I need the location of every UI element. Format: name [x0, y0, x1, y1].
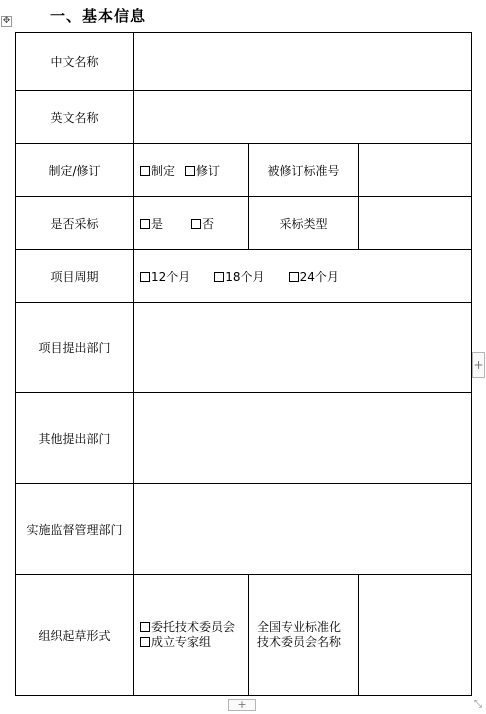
table-move-handle-icon[interactable]: ✥ [2, 16, 11, 26]
chinese-name-cell[interactable] [134, 33, 472, 91]
table-row-chinese-name [16, 33, 472, 91]
option-yes[interactable]: 是 [140, 215, 163, 232]
option-draft[interactable]: 制定 [140, 162, 175, 179]
add-row-icon[interactable]: + [228, 699, 256, 711]
section-title: 一、基本信息 [50, 7, 147, 25]
checkbox-icon[interactable] [289, 272, 299, 282]
table-row-period [16, 250, 472, 303]
supervisor-cell[interactable] [134, 484, 472, 575]
committee-name-cell[interactable] [359, 575, 472, 696]
adopt-type-cell[interactable] [359, 197, 472, 250]
table-row-supervisor [16, 484, 472, 575]
proposer-label: 项目提出部门 [16, 303, 134, 393]
table-row-other-proposer [16, 393, 472, 484]
checkbox-icon[interactable] [140, 219, 150, 229]
option-no[interactable]: 否 [191, 215, 214, 232]
english-name-label: 英文名称 [16, 91, 134, 144]
option-expert-group[interactable]: 成立专家组 [140, 635, 248, 650]
checkbox-icon[interactable] [140, 622, 150, 632]
table-row-drafting [16, 575, 472, 696]
drafting-options-cell[interactable] [134, 575, 249, 696]
other-proposer-cell[interactable] [134, 393, 472, 484]
checkbox-icon[interactable] [140, 166, 150, 176]
supervisor-label: 实施监督管理部门 [16, 484, 134, 575]
period-options-cell[interactable] [134, 250, 472, 303]
committee-name-label: 全国专业标准化 技术委员会名称 [249, 575, 359, 696]
english-name-cell[interactable] [134, 91, 472, 144]
period-label: 项目周期 [16, 250, 134, 303]
adopt-type-label: 采标类型 [249, 197, 359, 250]
other-proposer-label: 其他提出部门 [16, 393, 134, 484]
table-row-proposer [16, 303, 472, 393]
checkbox-icon[interactable] [140, 272, 150, 282]
checkbox-icon[interactable] [191, 219, 201, 229]
chinese-name-label: 中文名称 [16, 33, 134, 91]
option-commission-committee[interactable]: 委托技术委员会 [140, 620, 248, 635]
adopt-options-cell[interactable] [134, 197, 249, 250]
option-18-months[interactable]: 18个月 [214, 268, 264, 285]
option-24-months[interactable]: 24个月 [289, 268, 339, 285]
add-column-icon[interactable]: + [472, 352, 485, 378]
table-row-english-name [16, 91, 472, 144]
proposer-cell[interactable] [134, 303, 472, 393]
revised-standard-number-label: 被修订标准号 [249, 144, 359, 197]
checkbox-icon[interactable] [140, 637, 150, 647]
table-resize-icon[interactable]: ⤡ [474, 699, 482, 710]
revised-standard-number-cell[interactable] [359, 144, 472, 197]
table-row-adopt [16, 197, 472, 250]
adopt-label: 是否采标 [16, 197, 134, 250]
drafting-label: 组织起草形式 [16, 575, 134, 696]
checkbox-icon[interactable] [214, 272, 224, 282]
option-12-months[interactable]: 12个月 [140, 268, 190, 285]
basic-info-table [15, 32, 472, 696]
option-revise[interactable]: 修订 [185, 162, 220, 179]
revise-label: 制定/修订 [16, 144, 134, 197]
revise-options-cell[interactable] [134, 144, 249, 197]
checkbox-icon[interactable] [185, 166, 195, 176]
table-row-revise [16, 144, 472, 197]
